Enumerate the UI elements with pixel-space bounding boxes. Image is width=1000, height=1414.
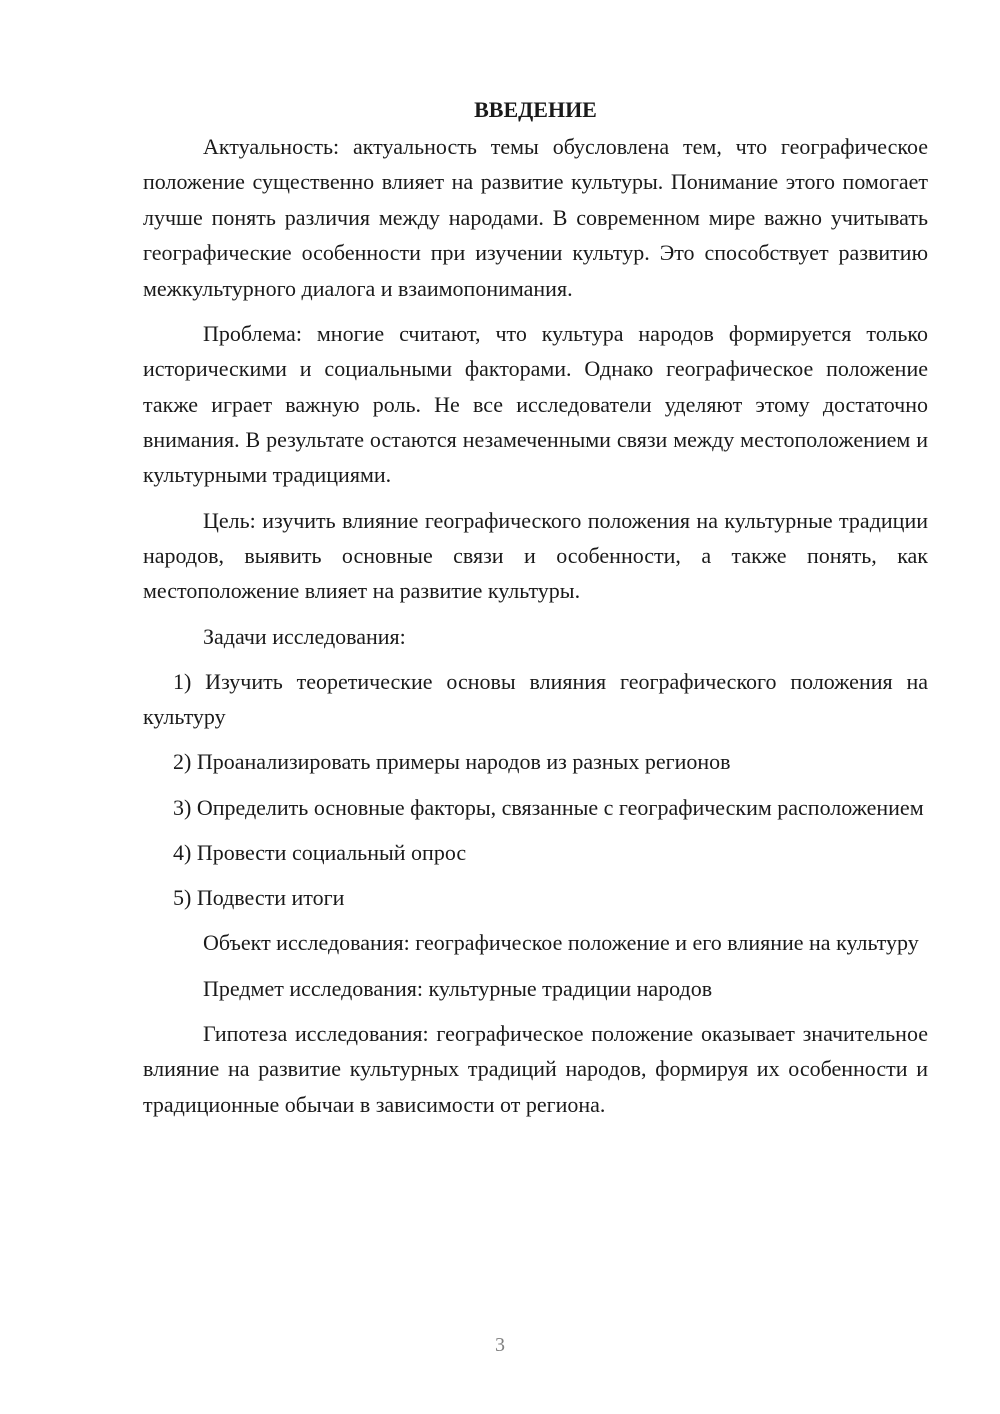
- task-item-4: 4) Провести социальный опрос: [173, 839, 467, 865]
- section-heading: ВВЕДЕНИЕ: [474, 97, 597, 122]
- task-item-2: 2) Проанализировать примеры народов из разных регионов: [173, 749, 731, 775]
- tasks-title: Задачи исследования:: [203, 623, 406, 649]
- problem-paragraph: Проблема: многие считают, что культура народов формируется только историческими и социальными факторами. Однако географическое положение также играет важную роль. Не все исследователи уделяют этому достаточно внимания. В результате остаются незамеченными связи между местоположением и культурными традициями.: [143, 320, 928, 488]
- task-item-3: 3) Определить основные факторы, связанные с географическим расположением: [173, 794, 924, 820]
- goal-paragraph: Цель: изучить влияние географического положения на культурные традиции народов, выявить основные связи и особенности, а также понять, как местоположение влияет на развитие культуры.: [143, 507, 928, 604]
- task-item-1: 1) Изучить теоретические основы влияния географического положения на культуру: [143, 668, 928, 730]
- hypothesis-paragraph: Гипотеза исследования: географическое положение оказывает значительное влияние на развитие культурных традиций народов, формируя их особенности и традиционные обычаи в зависимости от региона.: [143, 1020, 928, 1117]
- page-number: 3: [495, 1334, 505, 1356]
- relevance-paragraph: Актуальность: актуальность темы обусловлена тем, что географическое положение существенно влияет на развитие культуры. Понимание этого помогает лучше понять различия между народами. В современном мире важно учитывать географические особенности при изучении культур. Это способствует развитию межкультурного диалога и взаимопонимания.: [143, 134, 928, 301]
- task-item-5: 5) Подвести итоги: [173, 885, 345, 911]
- object-paragraph: Объект исследования: географическое положение и его влияние на культуру: [203, 930, 919, 956]
- subject-paragraph: Предмет исследования: культурные традиции народов: [203, 975, 713, 1001]
- document-page: [143, 92, 928, 1132]
